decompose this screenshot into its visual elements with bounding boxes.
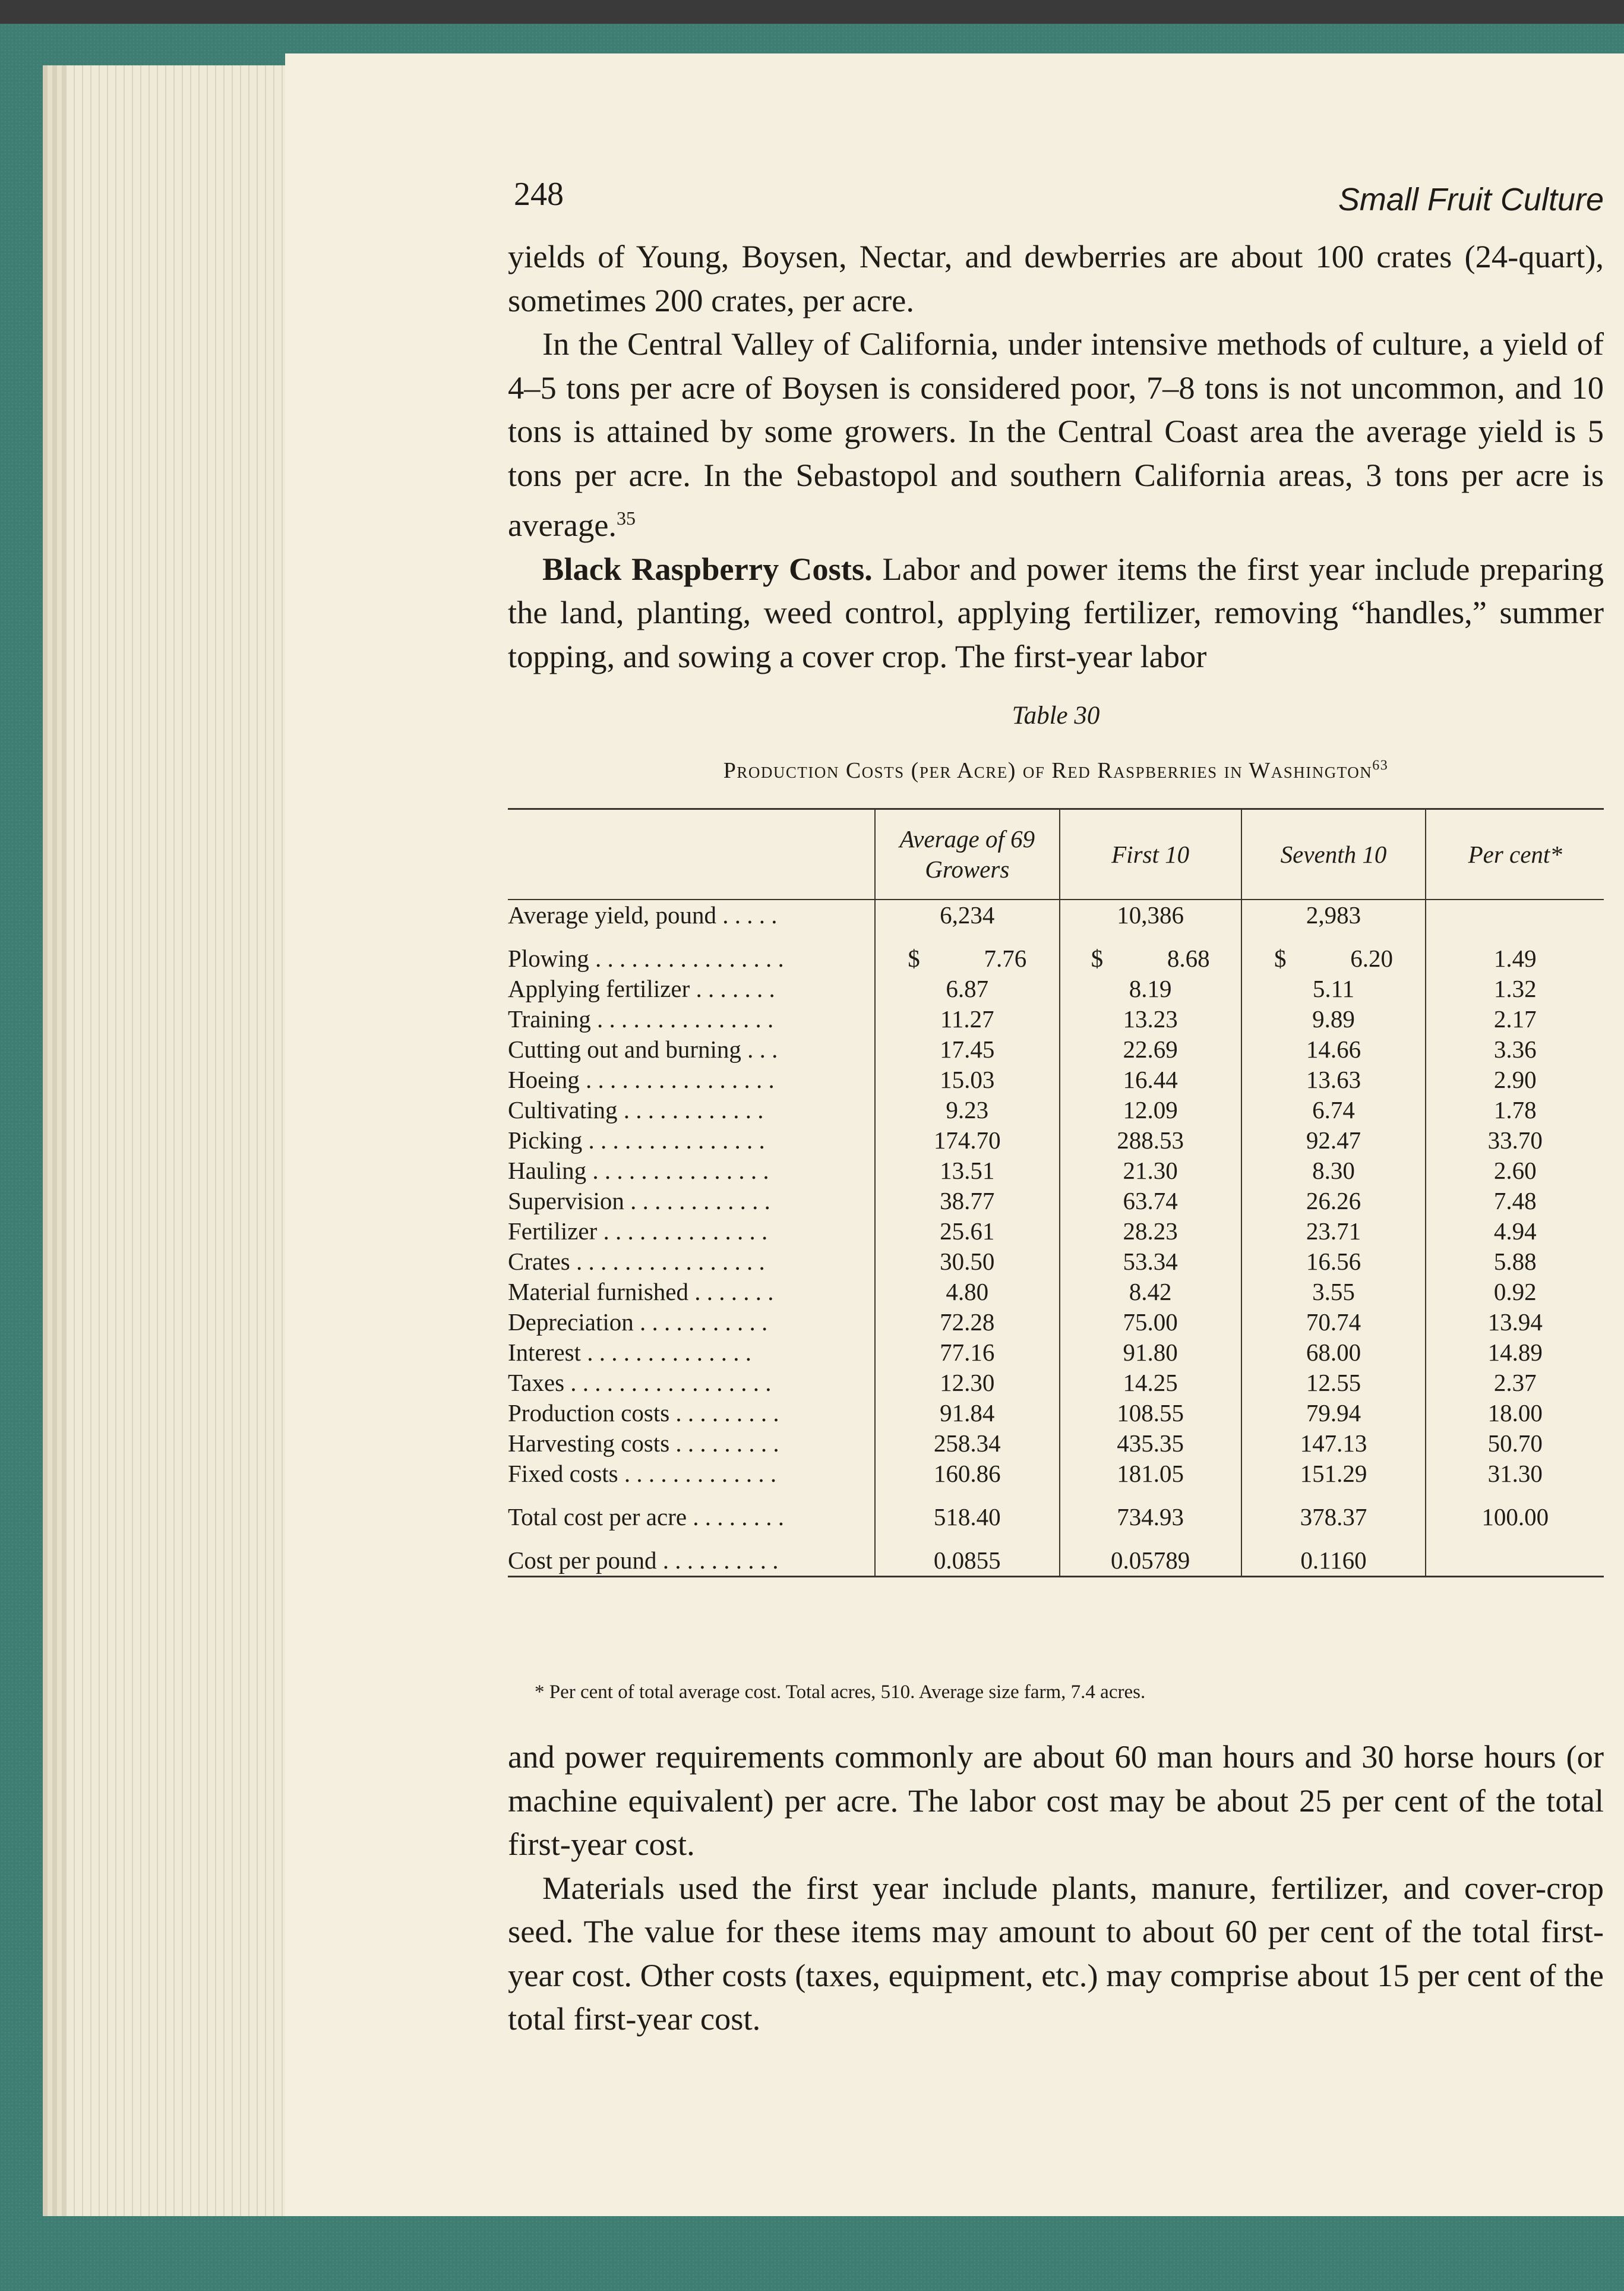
body-text-bottom: [508, 1735, 1604, 2041]
paragraph: and power requirements commonly are about 60 man hours and 30 horse hours (or machine equivalent) per acre. The labor cost may be about 25 per cent of the total first-year cost.: [508, 1738, 1604, 1862]
row-label: Plowing . . . . . . . . . . . . . . . .: [508, 945, 784, 972]
row-value: 0.1160: [1241, 1545, 1426, 1577]
book-page: [285, 53, 1624, 2216]
row-value: 8.19: [1060, 974, 1241, 1004]
table-row: [508, 1095, 1604, 1125]
row-label: Cost per pound . . . . . . . . . .: [508, 1545, 875, 1577]
row-value: 25.61: [875, 1216, 1060, 1247]
row-value: 378.37: [1241, 1502, 1426, 1532]
row-value: [875, 943, 1060, 974]
row-value: 18.00: [1426, 1398, 1604, 1428]
spacer-cell: [875, 930, 1060, 943]
header-average: Average of 69 Growers: [875, 809, 1060, 900]
row-label: Cutting out and burning . . .: [508, 1036, 778, 1063]
running-head: [514, 175, 1604, 229]
table-row: [508, 1186, 1604, 1216]
page-edges: [65, 65, 291, 2216]
section-heading: Black Raspberry Costs.: [542, 550, 873, 587]
table-body: [508, 900, 1604, 1577]
row-value: 16.44: [1060, 1065, 1241, 1095]
row-value: 91.84: [875, 1398, 1060, 1428]
row-value: 288.53: [1060, 1125, 1241, 1156]
spacer-cell: [1241, 1489, 1426, 1502]
row-value: 38.77: [875, 1186, 1060, 1216]
row-value: 160.86: [875, 1459, 1060, 1489]
table-row: [508, 1216, 1604, 1247]
spacer-cell: [508, 1532, 875, 1545]
row-value: 181.05: [1060, 1459, 1241, 1489]
header-per-cent: Per cent*: [1426, 809, 1604, 900]
row-value: 13.63: [1241, 1065, 1426, 1095]
row-label: Total cost per acre . . . . . . . .: [508, 1503, 785, 1531]
row-value: 12.09: [1060, 1095, 1241, 1125]
row-value: 9.23: [875, 1095, 1060, 1125]
row-value: 6,234: [875, 900, 1060, 930]
row-value: 92.47: [1241, 1125, 1426, 1156]
row-value: 63.74: [1060, 1186, 1241, 1216]
row-value: 10,386: [1060, 900, 1241, 930]
row-value: 3.55: [1241, 1277, 1426, 1307]
table-row: [508, 1004, 1604, 1034]
row-value: 23.71: [1241, 1216, 1426, 1247]
row-label: Supervision . . . . . . . . . . . .: [508, 1187, 770, 1214]
spacer-cell: [1060, 1532, 1241, 1545]
row-value: 11.27: [875, 1004, 1060, 1034]
dollar-sign: $: [1091, 945, 1104, 972]
row-value: 6.87: [875, 974, 1060, 1004]
row-value: 21.30: [1060, 1156, 1241, 1186]
row-label: Hoeing . . . . . . . . . . . . . . . .: [508, 1066, 775, 1093]
table-row: [508, 1156, 1604, 1186]
spacer-row: [508, 1489, 1604, 1502]
row-value: 15.03: [875, 1065, 1060, 1095]
row-value: 26.26: [1241, 1186, 1426, 1216]
row-value: 258.34: [875, 1428, 1060, 1459]
row-value: 5.11: [1241, 974, 1426, 1004]
row-value: 72.28: [875, 1307, 1060, 1337]
header-blank: [508, 809, 875, 900]
table-row: [508, 1502, 1604, 1532]
row-label: Taxes . . . . . . . . . . . . . . . . .: [508, 1369, 772, 1396]
row-value: 2.17: [1426, 1004, 1604, 1034]
row-value: 12.30: [875, 1368, 1060, 1398]
cell-value: 7.76: [984, 945, 1027, 972]
row-value: 77.16: [875, 1337, 1060, 1368]
row-label: Average yield, pound . . . . .: [508, 900, 875, 930]
row-value: 518.40: [875, 1502, 1060, 1532]
row-value: [1241, 943, 1426, 974]
row-label: Fixed costs . . . . . . . . . . . . .: [508, 1460, 777, 1487]
row-label: Applying fertilizer . . . . . . .: [508, 975, 775, 1002]
table-title-reference: 63: [1372, 758, 1389, 774]
table-row: [508, 1125, 1604, 1156]
spacer-cell: [1241, 930, 1426, 943]
table-row: [508, 974, 1604, 1004]
row-value: 2.37: [1426, 1368, 1604, 1398]
table-row: [508, 1247, 1604, 1277]
paragraph-text: Labor and power items the first year include preparing the land, planting, weed control, applying fertilizer, removing “handles,” summer topping, and sowing a cover crop. The first-year labor: [508, 550, 1604, 674]
row-value: 0.05789: [1060, 1545, 1241, 1577]
spacer-cell: [1060, 930, 1241, 943]
table-row: [508, 1065, 1604, 1095]
row-value: 30.50: [875, 1247, 1060, 1277]
row-value: 435.35: [1060, 1428, 1241, 1459]
table-title-text: Production Costs (per Acre) of Red Raspberries in Washington: [723, 758, 1373, 783]
row-value: 4.80: [875, 1277, 1060, 1307]
row-value: 174.70: [875, 1125, 1060, 1156]
spacer-cell: [1426, 930, 1604, 943]
row-value: 68.00: [1241, 1337, 1426, 1368]
table-row: [508, 900, 1604, 930]
row-label: Harvesting costs . . . . . . . . .: [508, 1429, 779, 1457]
row-value: 50.70: [1426, 1428, 1604, 1459]
spacer-cell: [508, 930, 875, 943]
paragraph: [508, 322, 1604, 547]
table-row: [508, 1277, 1604, 1307]
row-value: [1060, 943, 1241, 974]
spacer-cell: [1426, 1532, 1604, 1545]
row-value: 2.60: [1426, 1156, 1604, 1186]
paragraph-text: In the Central Valley of California, under intensive methods of culture, a yield of 4–5 tons per acre of Boysen is considered poor, 7–8 tons is not uncommon, and 10 tons is attained by some growers. In the Central Coast area the average yield is 5 tons per acre. In the Sebastopol and southern California areas, 3 tons per acre is average.: [508, 326, 1604, 544]
table-row: [508, 1459, 1604, 1489]
row-value: 91.80: [1060, 1337, 1241, 1368]
row-value: 2.90: [1426, 1065, 1604, 1095]
table-row: [508, 1428, 1604, 1459]
header-first-10: First 10: [1060, 809, 1241, 900]
paragraph: Materials used the first year include plants, manure, fertilizer, and cover-crop seed. The value for these items may amount to about 60 per cent of the total first-year cost. Other costs (taxes, equipment, etc.) may comprise about 15 per cent of the total first-year cost.: [508, 1869, 1604, 2037]
row-value: 100.00: [1426, 1502, 1604, 1532]
row-label: Training . . . . . . . . . . . . . . .: [508, 1005, 774, 1033]
row-value: 14.66: [1241, 1034, 1426, 1065]
spacer-cell: [508, 1489, 875, 1502]
table-row: [508, 1368, 1604, 1398]
row-value: 7.48: [1426, 1186, 1604, 1216]
running-title: Small Fruit Culture: [1338, 182, 1604, 217]
row-value: 3.36: [1426, 1034, 1604, 1065]
row-value: 13.23: [1060, 1004, 1241, 1034]
row-value: 70.74: [1241, 1307, 1426, 1337]
row-value: 31.30: [1426, 1459, 1604, 1489]
row-value: [1426, 1545, 1604, 1577]
row-value: 1.32: [1426, 974, 1604, 1004]
row-value: 2,983: [1241, 900, 1426, 930]
row-label: Production costs . . . . . . . . .: [508, 1399, 779, 1427]
row-label: Fertilizer . . . . . . . . . . . . . .: [508, 1217, 768, 1245]
row-value: 13.94: [1426, 1307, 1604, 1337]
row-value: 1.49: [1426, 943, 1604, 974]
table-footnote: * Per cent of total average cost. Total acres, 510. Average size farm, 7.4 acres.: [535, 1681, 1146, 1703]
row-value: 6.74: [1241, 1095, 1426, 1125]
cell-value: 8.68: [1167, 945, 1210, 972]
row-value: 28.23: [1060, 1216, 1241, 1247]
row-value: 53.34: [1060, 1247, 1241, 1277]
row-value: 8.30: [1241, 1156, 1426, 1186]
table-row: [508, 1545, 1604, 1577]
row-label: Interest . . . . . . . . . . . . . .: [508, 1339, 751, 1366]
row-value: 0.0855: [875, 1545, 1060, 1577]
row-value: 151.29: [1241, 1459, 1426, 1489]
row-value: 5.88: [1426, 1247, 1604, 1277]
row-value: 33.70: [1426, 1125, 1604, 1156]
row-label: Material furnished . . . . . . .: [508, 1278, 774, 1305]
row-label: Hauling . . . . . . . . . . . . . . .: [508, 1157, 769, 1184]
header-seventh-10: Seventh 10: [1241, 809, 1426, 900]
row-value: 4.94: [1426, 1216, 1604, 1247]
row-value: 0.92: [1426, 1277, 1604, 1307]
row-value: 9.89: [1241, 1004, 1426, 1034]
row-value: 13.51: [875, 1156, 1060, 1186]
row-value: 734.93: [1060, 1502, 1241, 1532]
row-value: 22.69: [1060, 1034, 1241, 1065]
spacer-cell: [1060, 1489, 1241, 1502]
row-value: 75.00: [1060, 1307, 1241, 1337]
footnote-reference: 35: [617, 507, 636, 529]
row-value: 14.89: [1426, 1337, 1604, 1368]
cell-value: 6.20: [1350, 945, 1393, 972]
dollar-sign: $: [1274, 945, 1287, 972]
row-value: 108.55: [1060, 1398, 1241, 1428]
row-value: 16.56: [1241, 1247, 1426, 1277]
page-number: 248: [514, 176, 564, 213]
row-value: 1.78: [1426, 1095, 1604, 1125]
spacer-cell: [875, 1489, 1060, 1502]
dollar-sign: $: [908, 945, 920, 972]
table-row: [508, 1398, 1604, 1428]
row-value: 14.25: [1060, 1368, 1241, 1398]
row-value: 17.45: [875, 1034, 1060, 1065]
body-text-top: [508, 235, 1604, 678]
spacer-cell: [1426, 1489, 1604, 1502]
row-value: 79.94: [1241, 1398, 1426, 1428]
table-row: [508, 1337, 1604, 1368]
spacer-cell: [1241, 1532, 1426, 1545]
row-value: [1426, 900, 1604, 930]
production-costs-table: [508, 808, 1604, 1577]
row-label: Crates . . . . . . . . . . . . . . . .: [508, 1248, 765, 1275]
spacer-row: [508, 930, 1604, 943]
spacer-row: [508, 1532, 1604, 1545]
paragraph: yields of Young, Boysen, Nectar, and dewberries are about 100 crates (24-quart), sometimes 200 crates, per acre.: [508, 238, 1604, 318]
row-value: 8.42: [1060, 1277, 1241, 1307]
row-label: Cultivating . . . . . . . . . . . .: [508, 1096, 764, 1124]
table-row: [508, 1307, 1604, 1337]
row-value: 147.13: [1241, 1428, 1426, 1459]
paragraph: [508, 547, 1604, 679]
table-title: [508, 758, 1604, 784]
table-row: [508, 943, 1604, 974]
spacer-cell: [875, 1532, 1060, 1545]
table-caption: Table 30: [1012, 702, 1100, 730]
row-label: Depreciation . . . . . . . . . . .: [508, 1308, 768, 1336]
row-value: 12.55: [1241, 1368, 1426, 1398]
table-header-row: [508, 809, 1604, 900]
row-label: Picking . . . . . . . . . . . . . . .: [508, 1126, 765, 1154]
table-row: [508, 1034, 1604, 1065]
